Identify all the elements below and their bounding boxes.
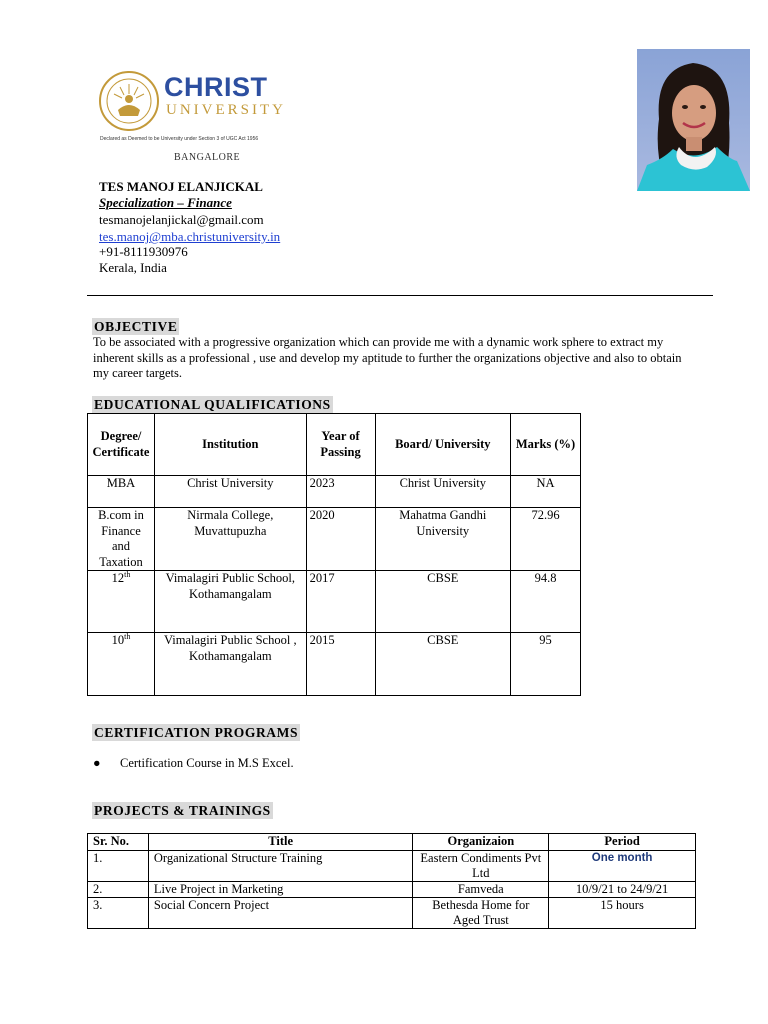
column-header: Institution — [154, 414, 306, 476]
degree-cell: 10th — [88, 633, 155, 696]
organization-cell: Eastern Condiments Pvt Ltd — [413, 851, 549, 882]
table-row — [88, 633, 581, 696]
education-table — [87, 413, 581, 696]
table-row — [88, 508, 581, 571]
board-cell: Mahatma Gandhi University — [375, 508, 511, 571]
table-row — [88, 882, 696, 898]
title-cell: Social Concern Project — [148, 898, 413, 929]
degree-cell: MBA — [88, 476, 155, 508]
table-row — [88, 571, 581, 633]
sr-cell: 1. — [88, 851, 149, 882]
institution-cell: Vimalagiri Public School, Kothamangalam — [154, 571, 306, 633]
phone-number: +91-8111930976 — [99, 244, 188, 259]
header-divider — [87, 295, 713, 296]
projects-header-row — [88, 834, 696, 851]
year-cell: 2020 — [306, 508, 375, 571]
logo-word-university: UNIVERSITY — [166, 102, 286, 118]
location: Kerala, India — [99, 260, 167, 275]
university-logo — [98, 66, 290, 166]
institution-cell: Vimalagiri Public School , Kothamangalam — [154, 633, 306, 696]
bullet-icon: ● — [93, 756, 101, 770]
board-cell: Christ University — [375, 476, 511, 508]
column-header: Year of Passing — [306, 414, 375, 476]
table-row — [88, 898, 696, 929]
objective-heading: OBJECTIVE — [94, 319, 178, 334]
organization-cell: Famveda — [413, 882, 549, 898]
marks-cell: NA — [511, 476, 581, 508]
column-header: Organizaion — [413, 834, 549, 851]
projects-heading: PROJECTS & TRAININGS — [94, 803, 271, 818]
table-row — [88, 476, 581, 508]
university-email-link[interactable]: tes.manoj@mba.christuniversity.in — [99, 229, 281, 244]
institution-cell: Nirmala College, Muvattupuzha — [154, 508, 306, 571]
organization-cell: Bethesda Home for Aged Trust — [413, 898, 549, 929]
certification-label: Certification Course in M.S Excel. — [120, 756, 294, 770]
table-row — [88, 851, 696, 882]
degree-cell: 12th — [88, 571, 155, 633]
list-item — [93, 756, 294, 771]
sr-cell: 2. — [88, 882, 149, 898]
profile-photo — [637, 49, 750, 191]
candidate-name: TES MANOJ ELANJICKAL — [99, 179, 263, 194]
column-header: Degree/ Certificate — [88, 414, 155, 476]
period-cell: One month — [549, 851, 696, 882]
marks-cell: 94.8 — [511, 571, 581, 633]
institution-cell: Christ University — [154, 476, 306, 508]
objective-text: To be associated with a progressive organization which can provide me with a dynamic work sphere to extract my inherent skills as a professional , use and develop my aptitude to further the organizations objective and also to obtain my career targets. — [93, 335, 682, 380]
logo-tagline: Declared as Deemed to be University under Section 3 of UGC Act 1956 — [100, 136, 259, 142]
period-cell: 15 hours — [549, 898, 696, 929]
personal-email: tesmanojelanjickal@gmail.com — [99, 212, 264, 227]
year-cell: 2023 — [306, 476, 375, 508]
education-heading: EDUCATIONAL QUALIFICATIONS — [94, 397, 331, 412]
projects-table — [87, 833, 696, 929]
column-header: Title — [148, 834, 413, 851]
logo-city: BANGALORE — [174, 152, 241, 163]
board-cell: CBSE — [375, 633, 511, 696]
specialization: Specialization – Finance — [99, 195, 232, 210]
education-header-row — [88, 414, 581, 476]
year-cell: 2015 — [306, 633, 375, 696]
certifications-heading: CERTIFICATION PROGRAMS — [94, 725, 299, 740]
board-cell: CBSE — [375, 571, 511, 633]
column-header: Period — [549, 834, 696, 851]
title-cell: Live Project in Marketing — [148, 882, 413, 898]
sr-cell: 3. — [88, 898, 149, 929]
degree-cell: B.com in Finance and Taxation — [88, 508, 155, 571]
university-seal-icon — [98, 70, 160, 132]
period-cell: 10/9/21 to 24/9/21 — [549, 882, 696, 898]
marks-cell: 72.96 — [511, 508, 581, 571]
marks-cell: 95 — [511, 633, 581, 696]
column-header: Sr. No. — [88, 834, 149, 851]
year-cell: 2017 — [306, 571, 375, 633]
column-header: Marks (%) — [511, 414, 581, 476]
column-header: Board/ University — [375, 414, 511, 476]
title-cell: Organizational Structure Training — [148, 851, 413, 882]
logo-word-christ: CHRIST — [164, 72, 268, 102]
